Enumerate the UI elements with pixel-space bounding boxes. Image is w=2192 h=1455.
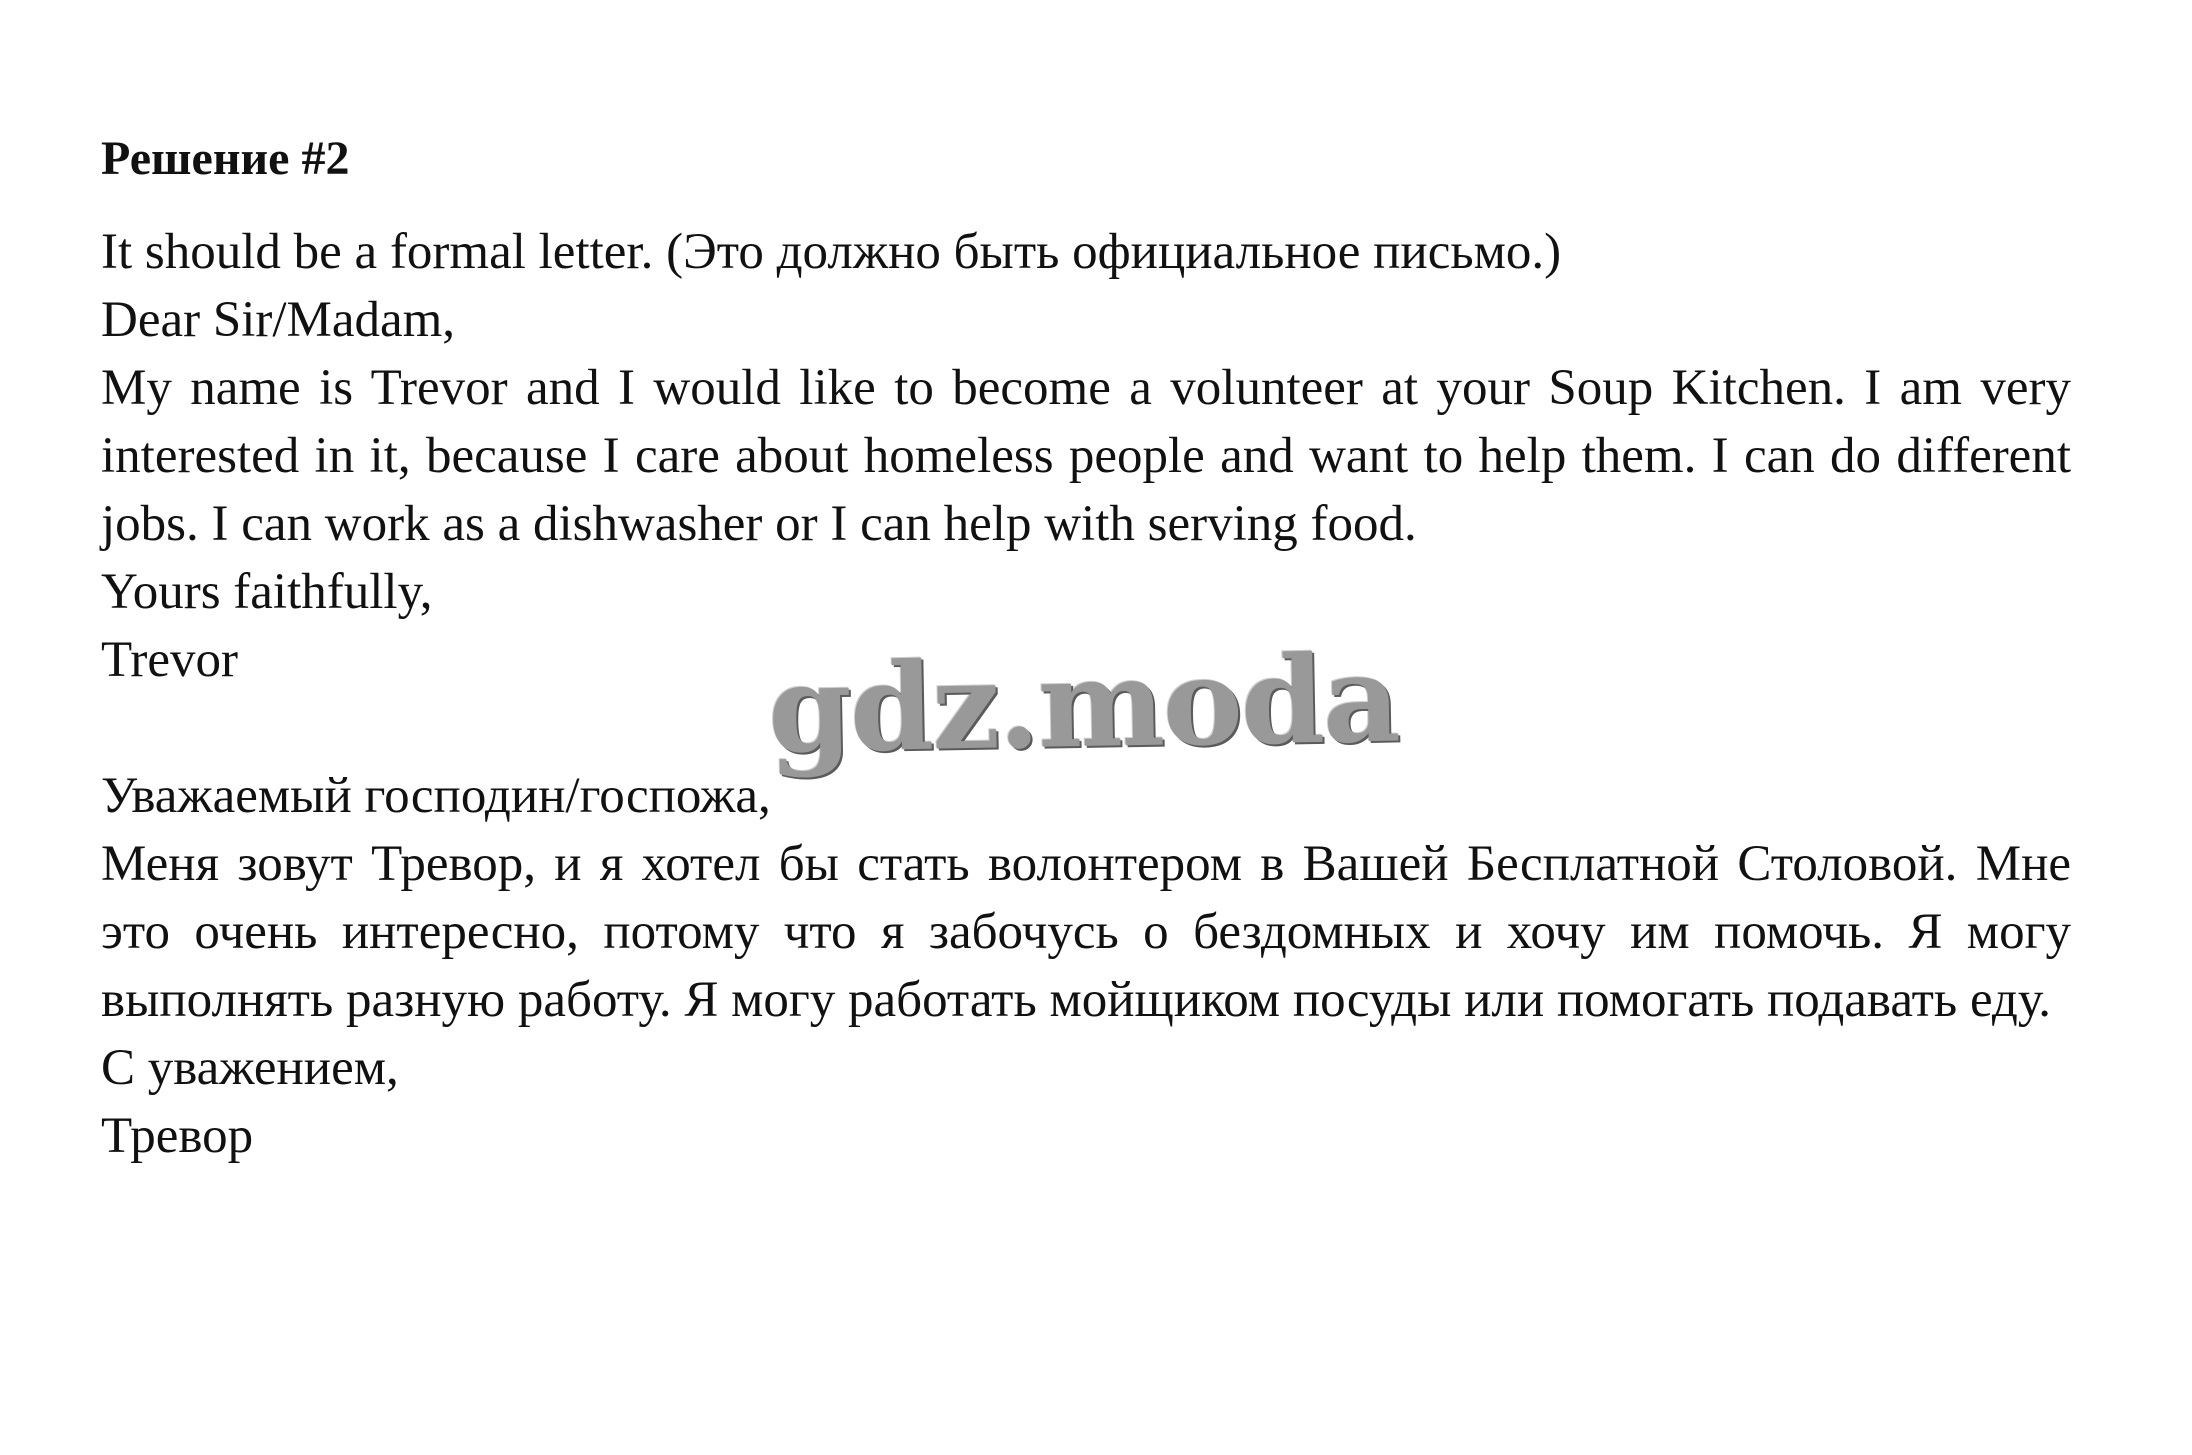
site-watermark: gdz.moda	[766, 628, 1400, 781]
russian-body: Меня зовут Тревор, и я хотел бы стать волонтером в Вашей Бесплатной Столовой. Мне это очень интересно, потому что я забочусь о бездомных и хочу им помочь. Я могу выполнять разную работу. Я могу работать мойщиком посуды или помогать подавать еду.	[101, 836, 2071, 1028]
english-letter	[101, 218, 2071, 694]
english-body: My name is Trevor and I would like to become a volunteer at your Soup Kitchen. I am very interested in it, because I care about homeless people and want to help them. I can do different jobs. I can work as a dishwasher or I can help with serving food.	[101, 360, 2071, 552]
english-closing: Yours faithfully,	[101, 564, 433, 620]
letter-type-note: It should be a formal letter. (Это должно быть официальное письмо.)	[101, 224, 1562, 280]
russian-letter	[101, 762, 2071, 1170]
russian-signature: Тревор	[101, 1108, 254, 1164]
english-signature: Trevor	[101, 632, 238, 688]
russian-closing: С уважением,	[101, 1040, 399, 1096]
solution-heading: Решение #2	[101, 132, 350, 185]
russian-greeting: Уважаемый господин/госпожа,	[101, 768, 771, 824]
english-greeting: Dear Sir/Madam,	[101, 292, 456, 348]
